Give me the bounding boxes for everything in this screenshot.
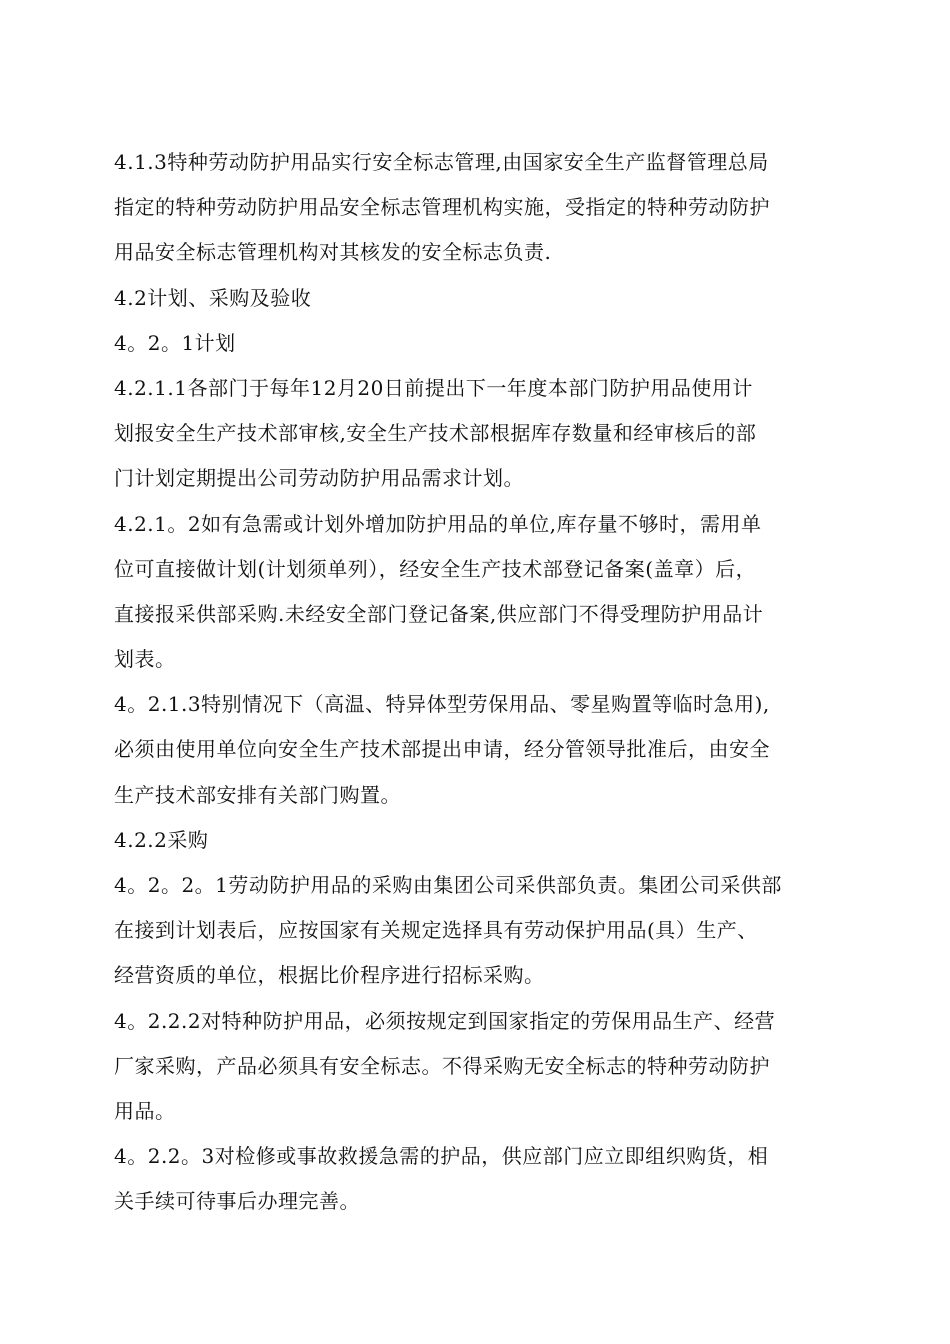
paragraph-line: 门计划定期提出公司劳动防护用品需求计划。	[114, 466, 524, 491]
paragraph-line: 4。2.2。3对检修或事故救援急需的护品，供应部门应立即组织购货，相	[114, 1144, 769, 1169]
paragraph-line: 用品安全标志管理机构对其核发的安全标志负责.	[114, 240, 552, 265]
paragraph-line: 4。2.2.2对特种防护用品，必须按规定到国家指定的劳保用品生产、经营	[114, 1008, 776, 1033]
paragraph-line: 在接到计划表后，应按国家有关规定选择具有劳动保护用品(具）生产、	[114, 918, 758, 943]
paragraph-line: 4.1.3特种劳动防护用品实行安全标志管理,由国家安全生产监督管理总局	[114, 150, 769, 174]
paragraph-line: 必须由使用单位向安全生产技术部提出申请，经分管领导批准后，由安全	[114, 737, 770, 762]
paragraph-4-2-1-1	[114, 366, 844, 502]
paragraph-line: 4。2.1.3特别情况下（高温、特异体型劳保用品、零星购置等临时急用),	[114, 692, 770, 717]
paragraph-line: 经营资质的单位，根据比价程序进行招标采购。	[114, 963, 545, 988]
paragraph-line: 位可直接做计划(计划须单列），经安全生产技术部登记备案(盖章）后，	[114, 556, 757, 581]
document-body	[114, 140, 844, 1225]
paragraph-line: 关手续可待事后办理完善。	[114, 1189, 360, 1214]
paragraph-4-2-2-1	[114, 863, 844, 999]
paragraph-line: 4。2。2。1劳动防护用品的采购由集团公司采供部负责。集团公司采供部	[114, 873, 782, 897]
paragraph-line: 直接报采供部采购.未经安全部门登记备案,供应部门不得受理防护用品计	[114, 601, 764, 626]
paragraph-line: 划报安全生产技术部审核,安全生产技术部根据库存数量和经审核后的部	[114, 421, 757, 446]
paragraph-4-2-1-2	[114, 502, 844, 683]
paragraph-4-1-3	[114, 140, 844, 276]
paragraph-4-2-2-3	[114, 1134, 844, 1224]
paragraph-line: 生产技术部安排有关部门购置。	[114, 782, 401, 807]
paragraph-line: 指定的特种劳动防护用品安全标志管理机构实施，受指定的特种劳动防护	[114, 195, 770, 220]
paragraph-4-2-1-3	[114, 682, 844, 818]
section-heading-4-2-2: 4.2.2采购	[114, 827, 209, 852]
paragraph-line: 用品。	[114, 1098, 176, 1123]
paragraph-line: 4.2.1.1各部门于每年12月20日前提出下一年度本部门防护用品使用计	[114, 375, 753, 400]
paragraph-line: 4.2.1。2如有急需或计划外增加防护用品的单位,库存量不够时，需用单	[114, 511, 762, 536]
section-heading-4-2-1: 4。2。1计划	[114, 330, 236, 355]
paragraph-line: 厂家采购，产品必须具有安全标志。不得采购无安全标志的特种劳动防护	[114, 1053, 770, 1078]
paragraph-4-2-2-2	[114, 999, 844, 1135]
paragraph-line: 划表。	[114, 647, 176, 672]
section-heading-4-2: 4.2计划、采购及验收	[114, 285, 312, 310]
